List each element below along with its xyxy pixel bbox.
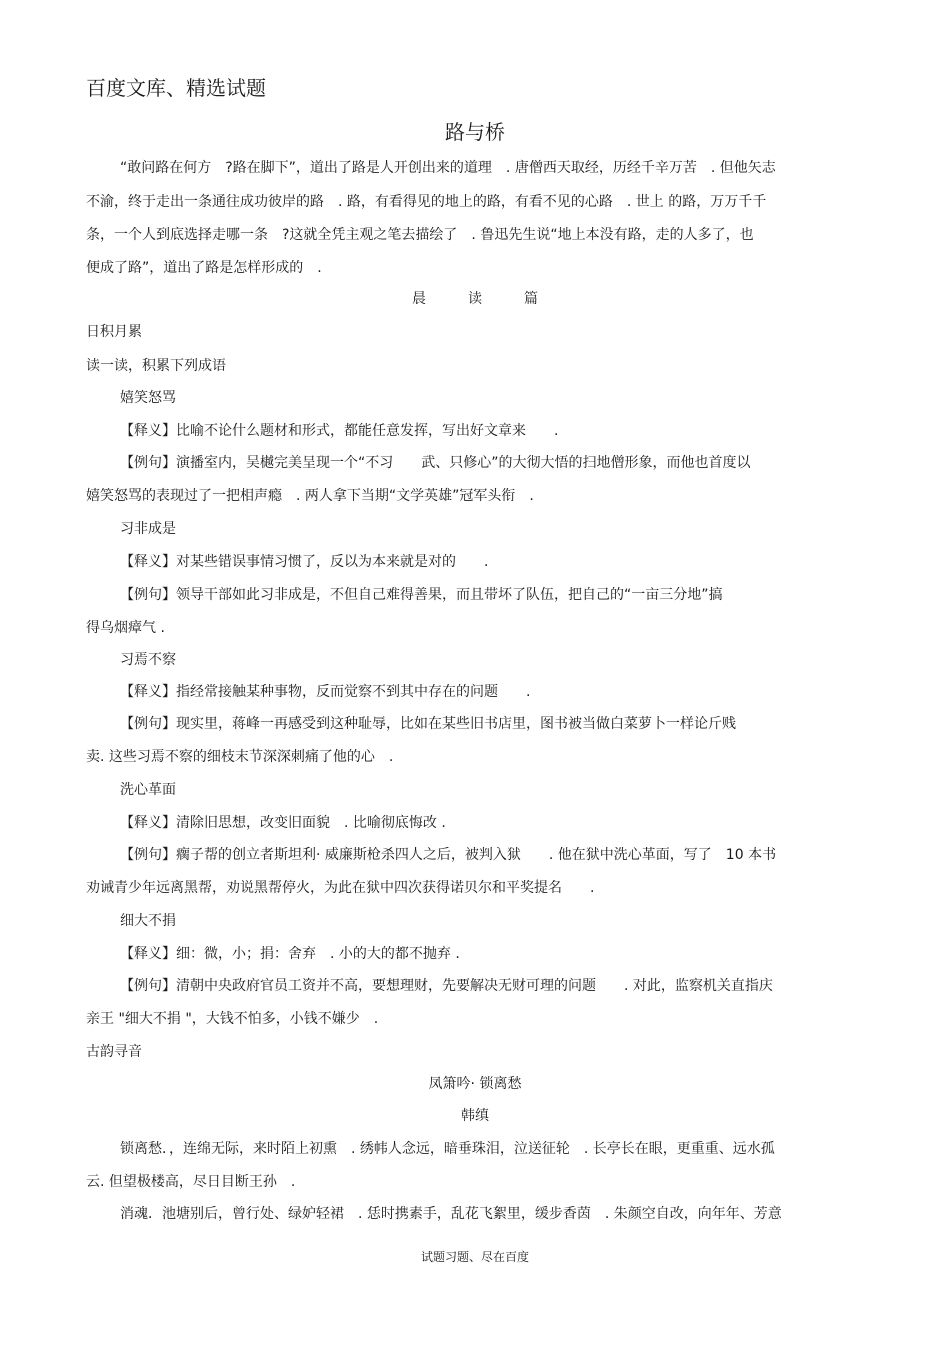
idiom-definition: 【释义】清除旧思想，改变旧面貌 . 比喻彻底悔改 . — [120, 815, 446, 831]
subheading-daily: 日积月累 — [86, 324, 142, 340]
idiom-definition: 【释义】比喻不论什么题材和形式，都能任意发挥，写出好文章来 . — [120, 423, 559, 439]
idiom-example-line-2: 劝诫青少年远离黑帮，劝说黑帮停火，为此在狱中四次获得诺贝尔和平奖提名 . — [86, 880, 595, 896]
poem-line-2: 云. 但望极楼高，尽日目断王孙 . — [86, 1174, 296, 1190]
poem-title: 凤箫吟· 锁离愁 — [428, 1076, 522, 1092]
idiom-name: 嬉笑怒骂 — [120, 390, 176, 406]
document-header: 百度文库、精选试题 — [86, 76, 266, 100]
poem-line-3: 消魂．池塘别后，曾行处、绿妒轻裙 . 恁时携素手，乱花飞絮里，缓步香茵 . 朱颜空自改，向年年、芳意 — [120, 1206, 782, 1222]
idiom-example-line-1: 【例句】领导干部如此习非成是，不但自己难得善果，而且带坏了队伍，把自己的“一亩三分地”搞 — [120, 587, 723, 603]
poem-line-1: 锁离愁．，连绵无际，来时陌上初熏 . 绣帏人念远，暗垂珠泪，泣送征轮 . 长亭长在眼，更重重、远水孤 — [120, 1141, 775, 1157]
page-footer: 试题习题、尽在百度 — [420, 1250, 529, 1264]
section-heading: 晨 读 篇 — [412, 291, 538, 307]
poem-author: 韩缜 — [461, 1108, 489, 1124]
idiom-example-line-1: 【例句】清朝中央政府官员工资并不高，要想理财，先要解决无财可理的问题 . 对此，监察机关直指庆 — [120, 978, 773, 994]
intro-line-3: 条，一个人到底选择走哪一条 ?这就全凭主观之笔去描绘了 . 鲁迅先生说“地上本没有路，走的人多了，也 — [86, 227, 754, 243]
idiom-name: 习焉不察 — [120, 652, 176, 668]
idiom-definition: 【释义】对某些错误事情习惯了，反以为本来就是对的 . — [120, 554, 489, 570]
subheading-poetry: 古韵寻音 — [86, 1044, 142, 1060]
idiom-example-line-1: 【例句】现实里，蒋峰一再感受到这种耻辱，比如在某些旧书店里，图书被当做白菜萝卜一样论斤贱 — [120, 716, 736, 732]
idiom-example-line-1: 【例句】瘸子帮的创立者斯坦利· 威廉斯枪杀四人之后，被判入狱 . 他在狱中洗心革面，写了 10 本书 — [120, 847, 777, 863]
idiom-name: 习非成是 — [120, 521, 176, 537]
intro-line-4: 便成了路”，道出了路是怎样形成的 . — [86, 260, 322, 276]
idiom-example-line-1: 【例句】演播室内，吴樾完美呈现一个“不习 武、只修心”的大彻大悟的扫地僧形象，而他也首度以 — [120, 455, 751, 471]
intro-line-2: 不渝，终于走出一条通往成功彼岸的路 . 路，有看得见的地上的路，有看不见的心路 . 世上 的路，万万千千 — [86, 194, 767, 210]
idiom-example-line-2: 卖. 这些习焉不察的细枝末节深深刺痛了他的心 . — [86, 749, 394, 765]
idiom-example-line-2: 嬉笑怒骂的表现过了一把相声瘾 . 两人拿下当期“文学英雄”冠军头衔 . — [86, 488, 534, 504]
subheading-desc: 读一读，积累下列成语 — [86, 358, 226, 374]
idiom-name: 洗心革面 — [120, 782, 176, 798]
idiom-definition: 【释义】指经常接触某种事物，反而觉察不到其中存在的问题 . — [120, 684, 531, 700]
intro-line-1: “敢问路在何方 ?路在脚下”，道出了路是人开创出来的道理 . 唐僧西天取经，历经千辛万苦 . 但他矢志 — [120, 160, 776, 176]
idiom-example-line-2: 亲王 "细大不捐 "，大钱不怕多，小钱不嫌少 . — [86, 1011, 379, 1027]
article-title: 路与桥 — [445, 120, 505, 144]
idiom-example-line-2: 得乌烟瘴气 . — [86, 620, 165, 636]
idiom-name: 细大不捐 — [120, 913, 176, 929]
idiom-definition: 【释义】细：微，小；捐：舍弃 . 小的大的都不抛弃 . — [120, 946, 460, 962]
